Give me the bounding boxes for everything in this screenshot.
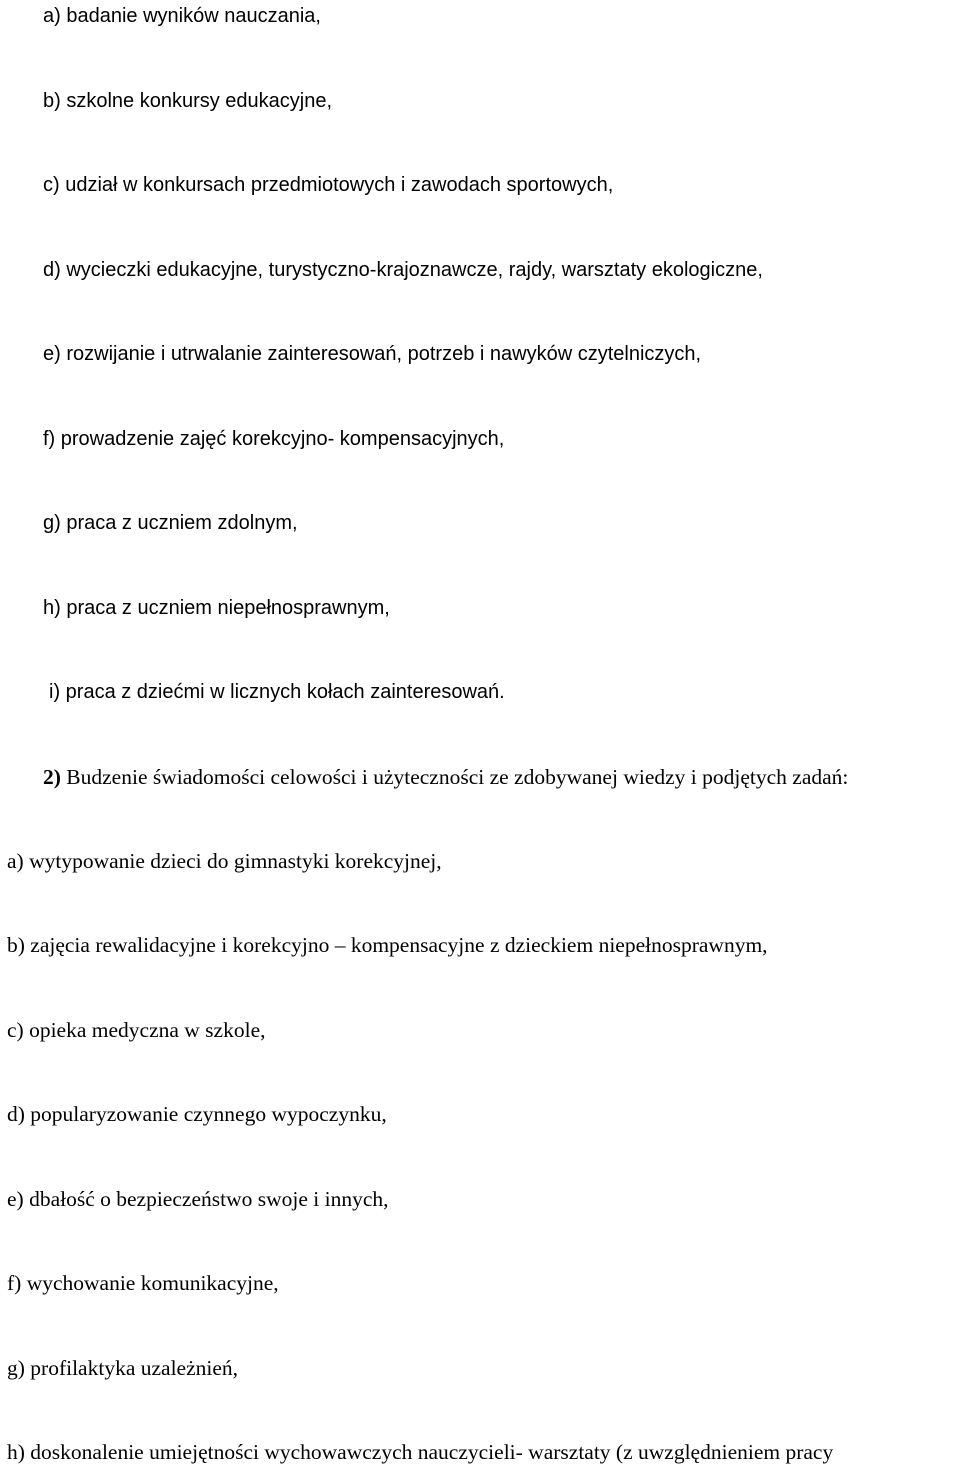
list-1-item-d: d) wycieczki edukacyjne, turystyczno-krajoznawcze, rajdy, warsztaty ekologiczne, [43, 259, 763, 281]
list-2-item-c: c) opieka medyczna w szkole, [7, 1018, 266, 1042]
list-2-item-a: a) wytypowanie dzieci do gimnastyki korekcyjnej, [7, 849, 442, 873]
section-2-heading [43, 764, 848, 790]
list-1-item-b: b) szkolne konkursy edukacyjne, [43, 90, 333, 112]
list-2-item-e: e) dbałość o bezpieczeństwo swoje i innych, [7, 1187, 389, 1211]
list-2-item-b: b) zajęcia rewalidacyjne i korekcyjno – kompensacyjne z dzieckiem niepełnosprawnym, [7, 933, 768, 957]
section-2-number: 2) [43, 765, 61, 789]
list-1-item-e: e) rozwijanie i utrwalanie zainteresowań, potrzeb i nawyków czytelniczych, [43, 343, 702, 365]
list-2-item-h: h) doskonalenie umiejętności wychowawczych nauczycieli- warsztaty (z uwzględnieniem pracy [7, 1440, 834, 1464]
list-2-item-f: f) wychowanie komunikacyjne, [7, 1271, 279, 1295]
section-2-heading-text: Budzenie świadomości celowości i użyteczności ze zdobywanej wiedzy i podjętych zadań: [60, 765, 849, 789]
list-1-item-a: a) badanie wyników nauczania, [43, 5, 321, 27]
list-1-item-h: h) praca z uczniem niepełnosprawnym, [43, 597, 390, 619]
list-2-item-g: g) profilaktyka uzależnień, [7, 1356, 239, 1380]
list-1-item-g: g) praca z uczniem zdolnym, [43, 512, 298, 534]
list-1-item-c: c) udział w konkursach przedmiotowych i zawodach sportowych, [43, 174, 614, 196]
list-1-item-i: i) praca z dziećmi w licznych kołach zainteresowań. [49, 681, 505, 703]
list-2-item-d: d) popularyzowanie czynnego wypoczynku, [7, 1102, 387, 1126]
list-1-item-f: f) prowadzenie zajęć korekcyjno- kompensacyjnych, [43, 428, 505, 450]
